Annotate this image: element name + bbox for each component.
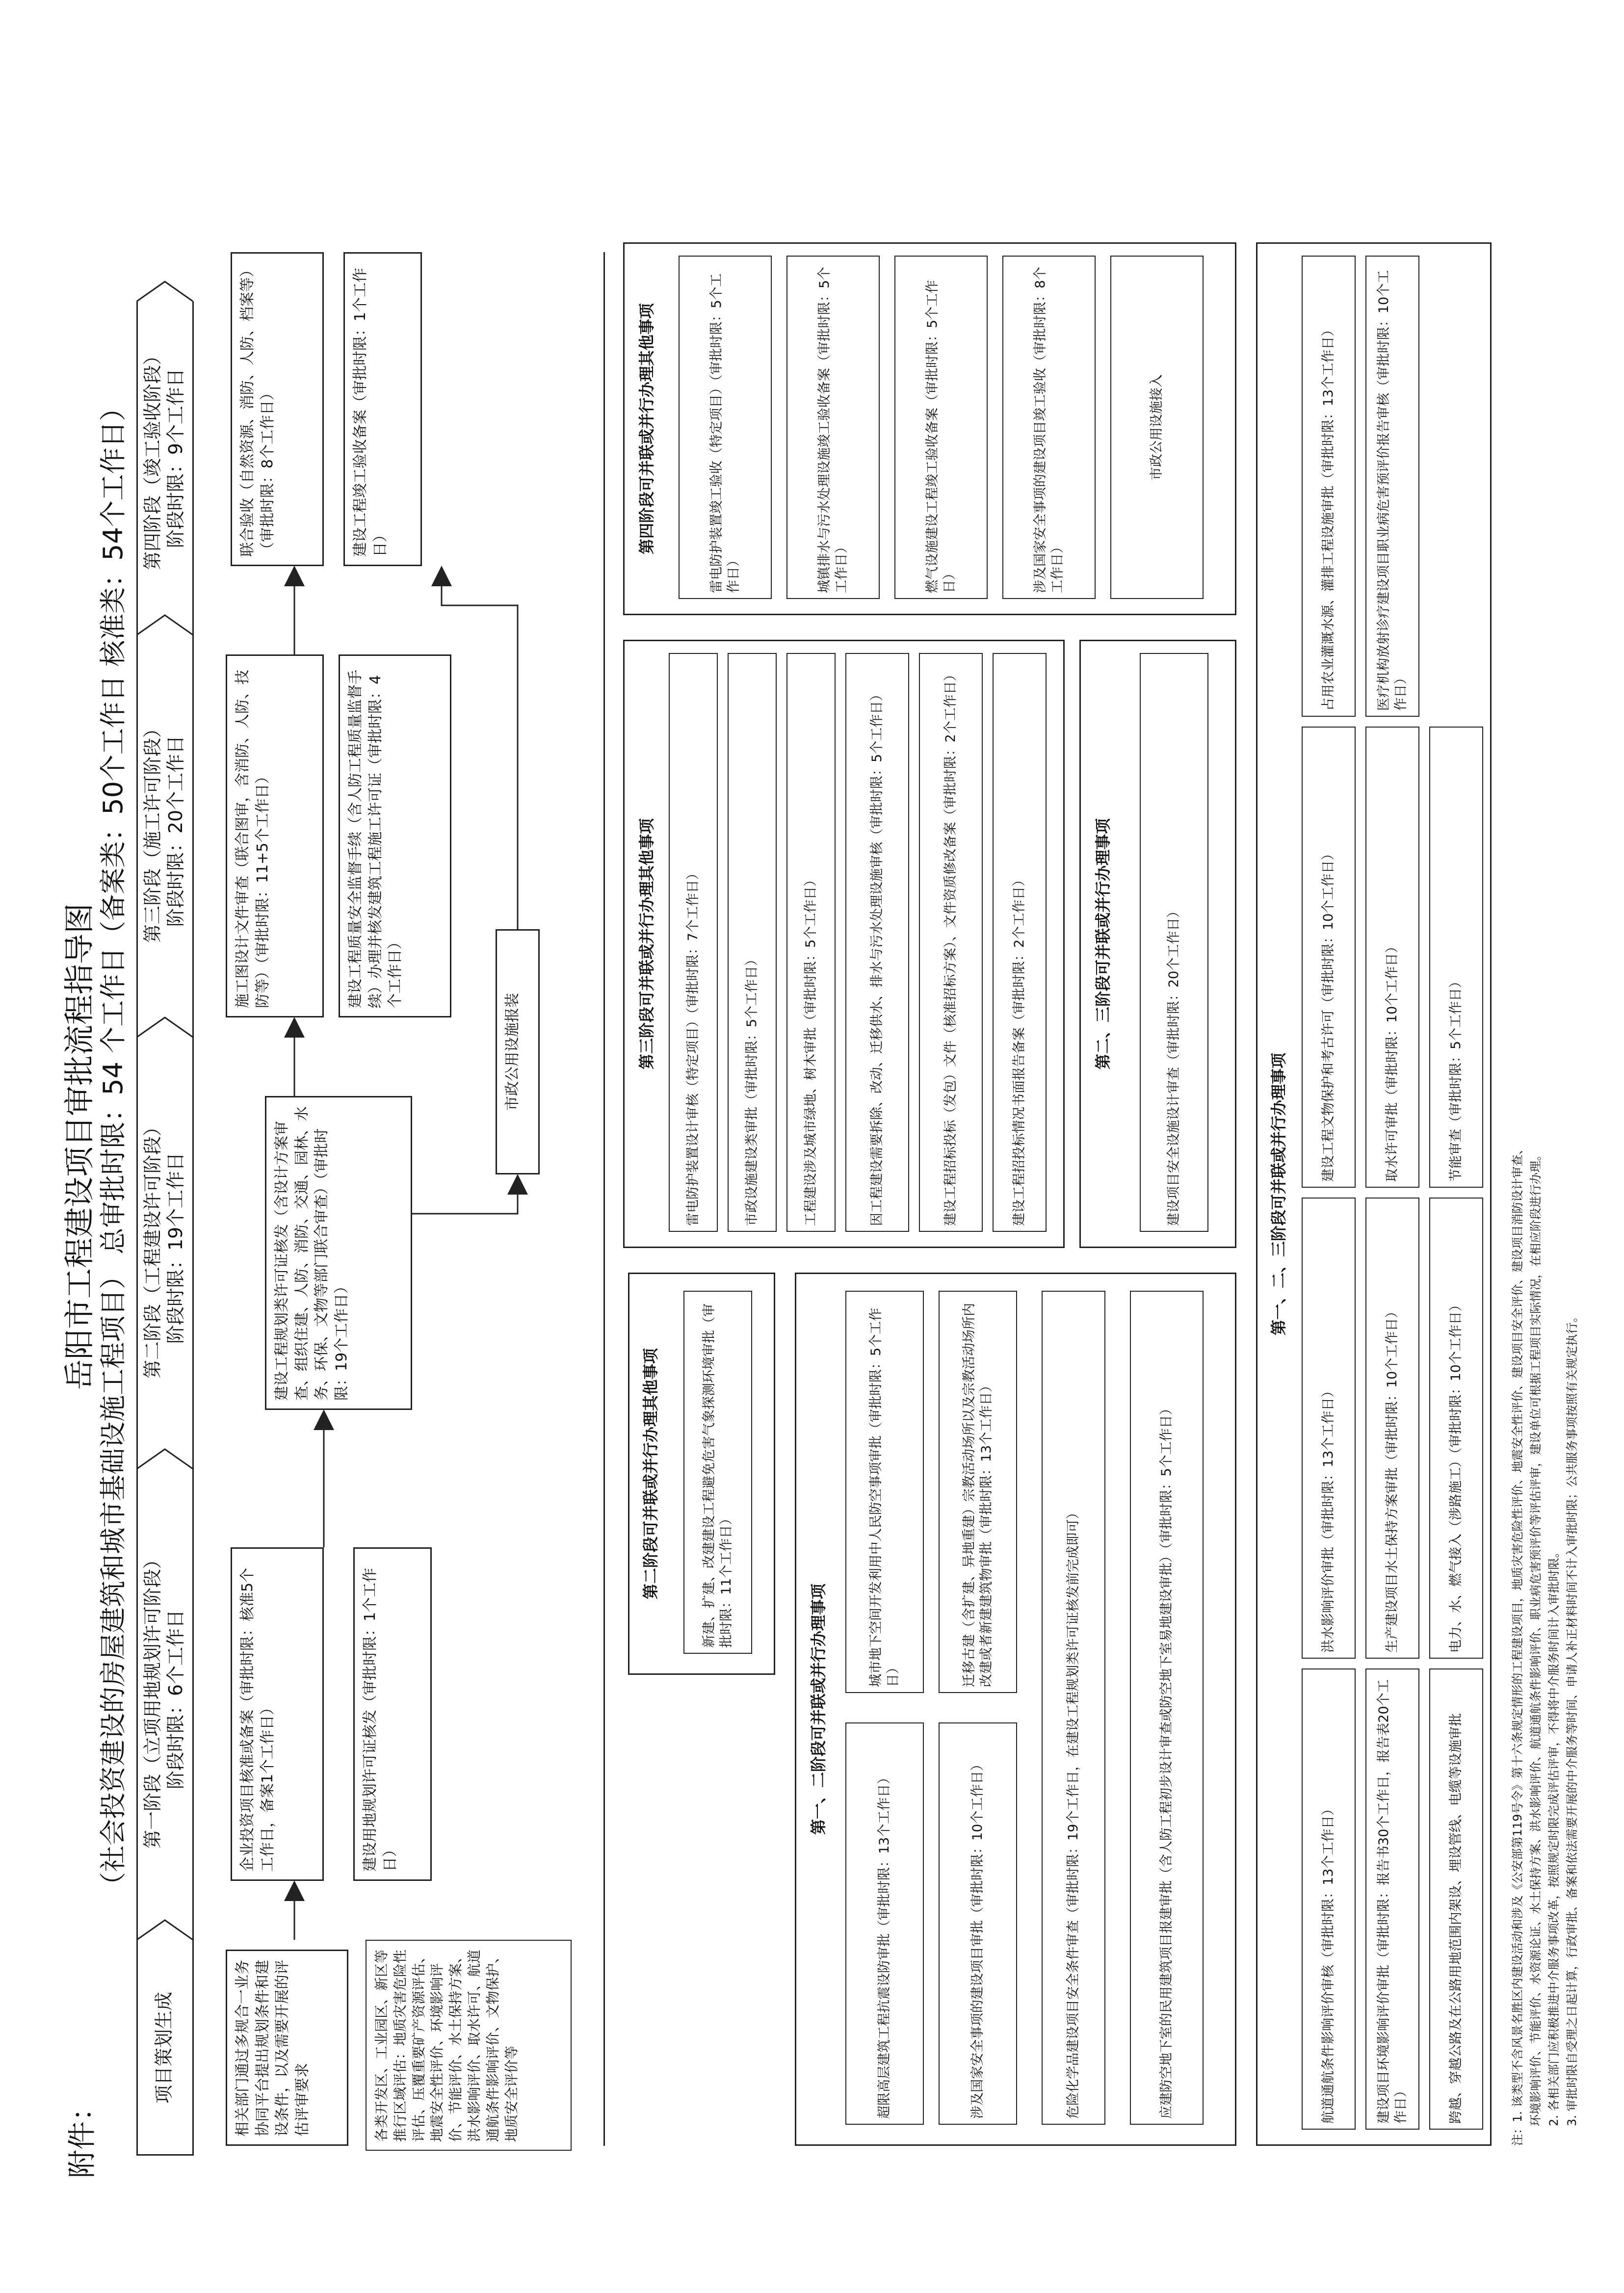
panel-separator — [603, 252, 605, 2146]
stage3-utility-application-box: 市政公用设施报装 — [496, 929, 540, 1174]
panel-title: 第三阶段可并联或并行办理其他事项 — [637, 818, 656, 1070]
footnote-1: 注：1. 该类型不含风景名胜区内建设活动和涉及《公安部第119号令》第十六条规定情形的工程建设项目，地质灾害危险性评价、地震安全性评价、建设项目安全评价、建设项目消防设计审查、 — [1511, 1143, 1524, 2146]
list-item: 应建防空地下室的民用建筑项目报建审批（含人防工程初步设计审查或防空地下室易地建设审批）（审批时限：5个工作日） — [1130, 1291, 1204, 2125]
planning-conditions-box: 相关部门通过多规合一业务协同平台提出规划条件和建设条件，以及需要开展的评估评审要求 — [226, 1950, 348, 2146]
panel-stage2-other — [628, 1273, 775, 1675]
list-item: 因工程建设需要拆除、改动、迁移供水、排水与污水处理设施审核（审批时限：5个工作日） — [845, 653, 909, 1232]
arrow-stage2-to-utility — [412, 1177, 518, 1214]
list-item: 建设工程招标投标（发包）文件（核准招标方案）、文件资质修改备案（审批时限：2个工作日） — [919, 653, 983, 1232]
list-item: 建设项目安全设施设计审查（审批时限：20个工作日） — [1140, 653, 1208, 1232]
list-item: 涉及国家安全事项的建设项目竣工验收（审批时限：8个工作日） — [1002, 256, 1096, 599]
footnote-3: 3. 审批时限自受理之日起计算，行政审批、备案和依法需要开展的中介服务等时间、申请人补正材料时间不计入审批时限；公共服务事项按照有关规定执行。 — [1565, 1310, 1579, 2126]
stage4-completion-filing-box: 建设工程竣工验收备案（审批时限：1个工作日） — [343, 252, 422, 566]
page-subtitle: （社会投资建设的房屋建筑和城市基础设施工程项目） 总审批时限：54 个工作日（备案类：50个工作日 核准类：54个工作日） — [98, 394, 129, 1899]
table-cell: 建设工程文物保护和考古许可（审批时限：10个工作日） — [1302, 727, 1356, 1188]
panel-title: 第二、三阶段可并联或并行办理事项 — [1094, 818, 1112, 1070]
table-cell: 节能审查（审批时限：5个工作日） — [1429, 727, 1483, 1188]
page-title: 岳阳市工程建设项目审批流程指导图 — [61, 903, 97, 1390]
stage3-drawing-review-box: 施工图设计文件审查（联合图审，含消防、人防、技防等）（审批时限：11+5个工作日） — [226, 654, 324, 1017]
phase-header-planning: 项目策划生成 — [153, 1992, 175, 2104]
stage2-planning-permit-box: 建设工程规划类许可证核发（含设计方案审查、组织住建、人防、消防、交通、园林、水务、环保、文物等部门联合审查）（审批时限：19个工作日） — [265, 1096, 412, 1410]
stage1-project-approval-box: 企业投资项目核准或备案（审批时限：核准5个工作日，备案1个工作日） — [231, 1547, 324, 1881]
list-item: 建设工程招投标情况书面报告备案（审批时限：2个工作日） — [993, 653, 1047, 1232]
arrow-utility-to-stage4 — [442, 569, 518, 929]
table-cell: 取水许可审批（审批时限：10个工作日） — [1365, 727, 1419, 1188]
table-cell: 占用农业灌溉水源、灌排工程设施审批（审批时限：13个工作日） — [1302, 256, 1356, 717]
footnote-2: 2. 各相关部门应积极推进中介服务事项改革，按照规定时限完成评估评审，不得将中介服务时间计入审批时限。 — [1547, 1546, 1561, 2126]
attachment-label: 附件： — [65, 2092, 99, 2178]
phase-name: 第一阶段（立项用地规划许可阶段） — [141, 1550, 163, 1849]
list-item: 市政公用设施接入 — [1110, 256, 1204, 599]
table-cell: 生产建设项目水土保持方案审批（审批时限：10个工作日） — [1365, 1198, 1419, 1659]
flow-arrows — [0, 0, 589, 2293]
panel-title: 第一、二阶段可并联或并行办理事项 — [809, 1584, 828, 1835]
panel-stage12 — [795, 1273, 1236, 2146]
list-item: 超限高层建筑工程抗震设防审批（审批时限：13个工作日） — [845, 1722, 924, 2125]
list-item: 市政设施建设类审批（审批时限：5个工作日） — [728, 653, 777, 1232]
stage3-construction-permit-box: 建设工程质量安全监督手续（含人防工程质量监督手续）办理并核发建筑工程施工许可证（审批时限：4个工作日） — [339, 654, 451, 1017]
phase-limit: 阶段时限：20个工作日 — [165, 735, 186, 927]
table-cell: 医疗机构放射诊疗建设项目职业病危害预评价报告审核（审批时限：10个工作日） — [1365, 256, 1419, 717]
list-item: 城市地下空间开发利用中人民防空事项审批（审批时限：5个工作日） — [845, 1291, 924, 1693]
phase-name: 第四阶段（竣工验收阶段） — [141, 346, 163, 571]
phase-name: 第三阶段（施工许可阶段） — [141, 719, 163, 943]
regional-assessment-box: 各类开发区、工业园区、新区等推行区域评估：地质灾害危险性评估、压覆重要矿产资源评估、地震安全性评价、环境影响评价、节能评价、水土保持方案、洪水影响评价、取水许可、航道通航条件影响评价、文物保护、地质安全评价等 — [366, 1940, 572, 2151]
list-item: 雷电防护装置竣工验收（特定项目）（审批时限：5个工作日） — [679, 256, 772, 599]
panel-stage4-other — [623, 242, 1236, 615]
panel-title: 第一、二、三阶段可并联或并行办理事项 — [1269, 1053, 1288, 1336]
list-item: 工程建设涉及城市绿地、树木审批（审批时限：5个工作日） — [786, 653, 836, 1232]
panel-title: 第二阶段可并联或并行办理其他事项 — [641, 1348, 660, 1600]
list-item: 城镇排水与污水处理设施竣工验收备案（审批时限：5个工作日） — [786, 256, 880, 599]
phase-name: 第二阶段（工程建设许可阶段） — [141, 1118, 163, 1379]
table-cell: 航道通航条件影响评价审核（审批时限：13个工作日） — [1302, 1668, 1356, 2130]
phase-limit: 阶段时限：19个工作日 — [165, 1152, 186, 1344]
table-cell: 建设项目环境影响评价审批（审批时限：报告书30个工作日，报告表20个工作日） — [1365, 1668, 1419, 2130]
stage1-land-permit-box: 建设用地规划许可证核发（审批时限：1个工作日） — [353, 1547, 432, 1881]
list-item: 迁移古建（含扩建、异地重建）宗教活动场所以及宗教活动场所内改建或者新建建筑物审批（审批时限：13个工作日） — [939, 1291, 1017, 1693]
list-item: 雷电防护装置设计审核（特定项目）（审批时限：7个工作日） — [669, 653, 718, 1232]
table-cell: 电力、水、燃气接入（涉路施工）（审批时限：10个工作日） — [1429, 1198, 1483, 1659]
table-cell: 洪水影响评价审批（审批时限：13个工作日） — [1302, 1198, 1356, 1659]
panel-title: 第四阶段可并联或并行办理其他事项 — [637, 303, 656, 555]
list-item: 燃气设施建设工程竣工验收备案（审批时限：5个工作日） — [894, 256, 988, 599]
panel-stage3-other — [623, 640, 1065, 1248]
panel-stage23 — [1079, 640, 1236, 1248]
list-item: 危险化学品建设项目安全条件审查（审批时限：19个工作日，在建设工程规划类许可证核发前完成即可） — [1042, 1291, 1105, 2125]
panel-stage123 — [1256, 242, 1492, 2146]
list-item: 新建、扩建、改建建设工程避免危害气象探测环境审批（审批时限：11个工作日） — [683, 1291, 752, 1654]
table-cell: 跨越、穿越公路及在公路用地范围内架设、埋设管线、电缆等设施审批 — [1429, 1668, 1483, 2130]
phase-limit: 阶段时限：9个工作日 — [165, 368, 186, 548]
list-item: 涉及国家安全事项的建设项目审批（审批时限：10个工作日） — [939, 1722, 1017, 2125]
stage4-joint-acceptance-box: 联合验收（自然资源、消防、人防、档案等）（审批时限：8个工作日） — [231, 252, 324, 566]
footnote-1-cont: 环境影响评价、节能评价、水资源论证、水土保持方案、洪水影响评价、航道通航条件影响评价、职业病危害预评价等评估评审，建设单位可根据工程项目实际情况，在相应阶段进行办理。 — [1529, 1149, 1543, 2126]
phase-limit: 阶段时限：6个工作日 — [165, 1609, 186, 1790]
